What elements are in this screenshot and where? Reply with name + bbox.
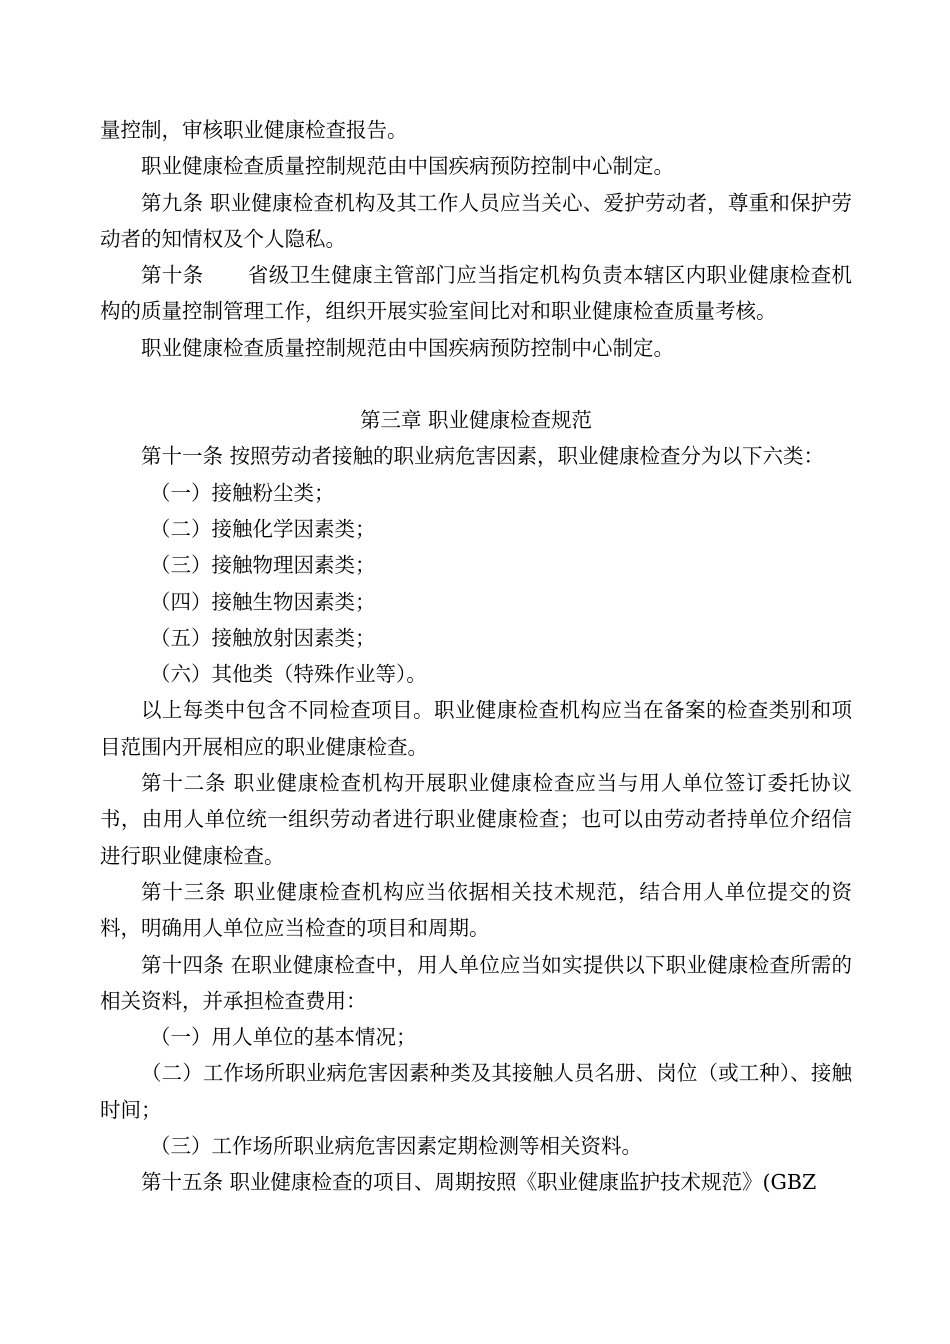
- paragraph-continuation: 量控制，审核职业健康检查报告。: [100, 118, 408, 142]
- list-item: （六）其他类（特殊作业等）。: [150, 662, 427, 687]
- paragraph-quality-spec: 职业健康检查质量控制规范由中国疾病预防控制中心制定。: [141, 154, 674, 179]
- article-15: 第十五条 职业健康检查的项目、周期按照《职业健康监护技术规范》(GBZ: [141, 1170, 817, 1195]
- article-9: 第九条 职业健康检查机构及其工作人员应当关心、爱护劳动者，尊重和保护劳动者的知情权及个人隐私。: [100, 190, 852, 251]
- list-item: （一）用人单位的基本情况；: [150, 1025, 417, 1050]
- paragraph-quality-spec-2: 职业健康检查质量控制规范由中国疾病预防控制中心制定。: [141, 335, 674, 360]
- document-body: [100, 112, 852, 1201]
- list-item: （二）工作场所职业病危害因素种类及其接触人员名册、岗位（或工种）、接触时间；: [100, 1061, 852, 1122]
- article-10: [100, 257, 852, 330]
- article-12: 第十二条 职业健康检查机构开展职业健康检查应当与用人单位签订委托协议书，由用人单位统一组织劳动者进行职业健康检查；也可以由劳动者持单位介绍信进行职业健康检查。: [100, 771, 852, 868]
- list-item: （三）接触物理因素类；: [150, 553, 376, 578]
- article-14: 第十四条 在职业健康检查中，用人单位应当如实提供以下职业健康检查所需的相关资料，并承担检查费用：: [100, 952, 852, 1013]
- article-13: 第十三条 职业健康检查机构应当依据相关技术规范，结合用人单位提交的资料，明确用人单位应当检查的项目和周期。: [100, 879, 852, 941]
- list-item: （四）接触生物因素类；: [150, 589, 376, 614]
- list-item: （一）接触粉尘类；: [150, 480, 335, 505]
- list-item: （五）接触放射因素类；: [150, 625, 376, 650]
- paragraph-categories-note: 以上每类中包含不同检查项目。职业健康检查机构应当在备案的检查类别和项目范围内开展相应的职业健康检查。: [100, 698, 852, 759]
- list-item: （二）接触化学因素类；: [150, 516, 376, 541]
- article-10-label: 第十条: [141, 263, 204, 288]
- article-10-text: 省级卫生健康主管部门应当指定机构负责本辖区内职业健康检查机构的质量控制管理工作，组织开展实验室间比对和职业健康检查质量考核。: [100, 263, 852, 324]
- article-11: 第十一条 按照劳动者接触的职业病危害因素，职业健康检查分为以下六类：: [141, 444, 825, 469]
- chapter-title: 第三章 职业健康检查规范: [359, 408, 593, 433]
- list-item: （三）工作场所职业病危害因素定期检测等相关资料。: [150, 1134, 642, 1159]
